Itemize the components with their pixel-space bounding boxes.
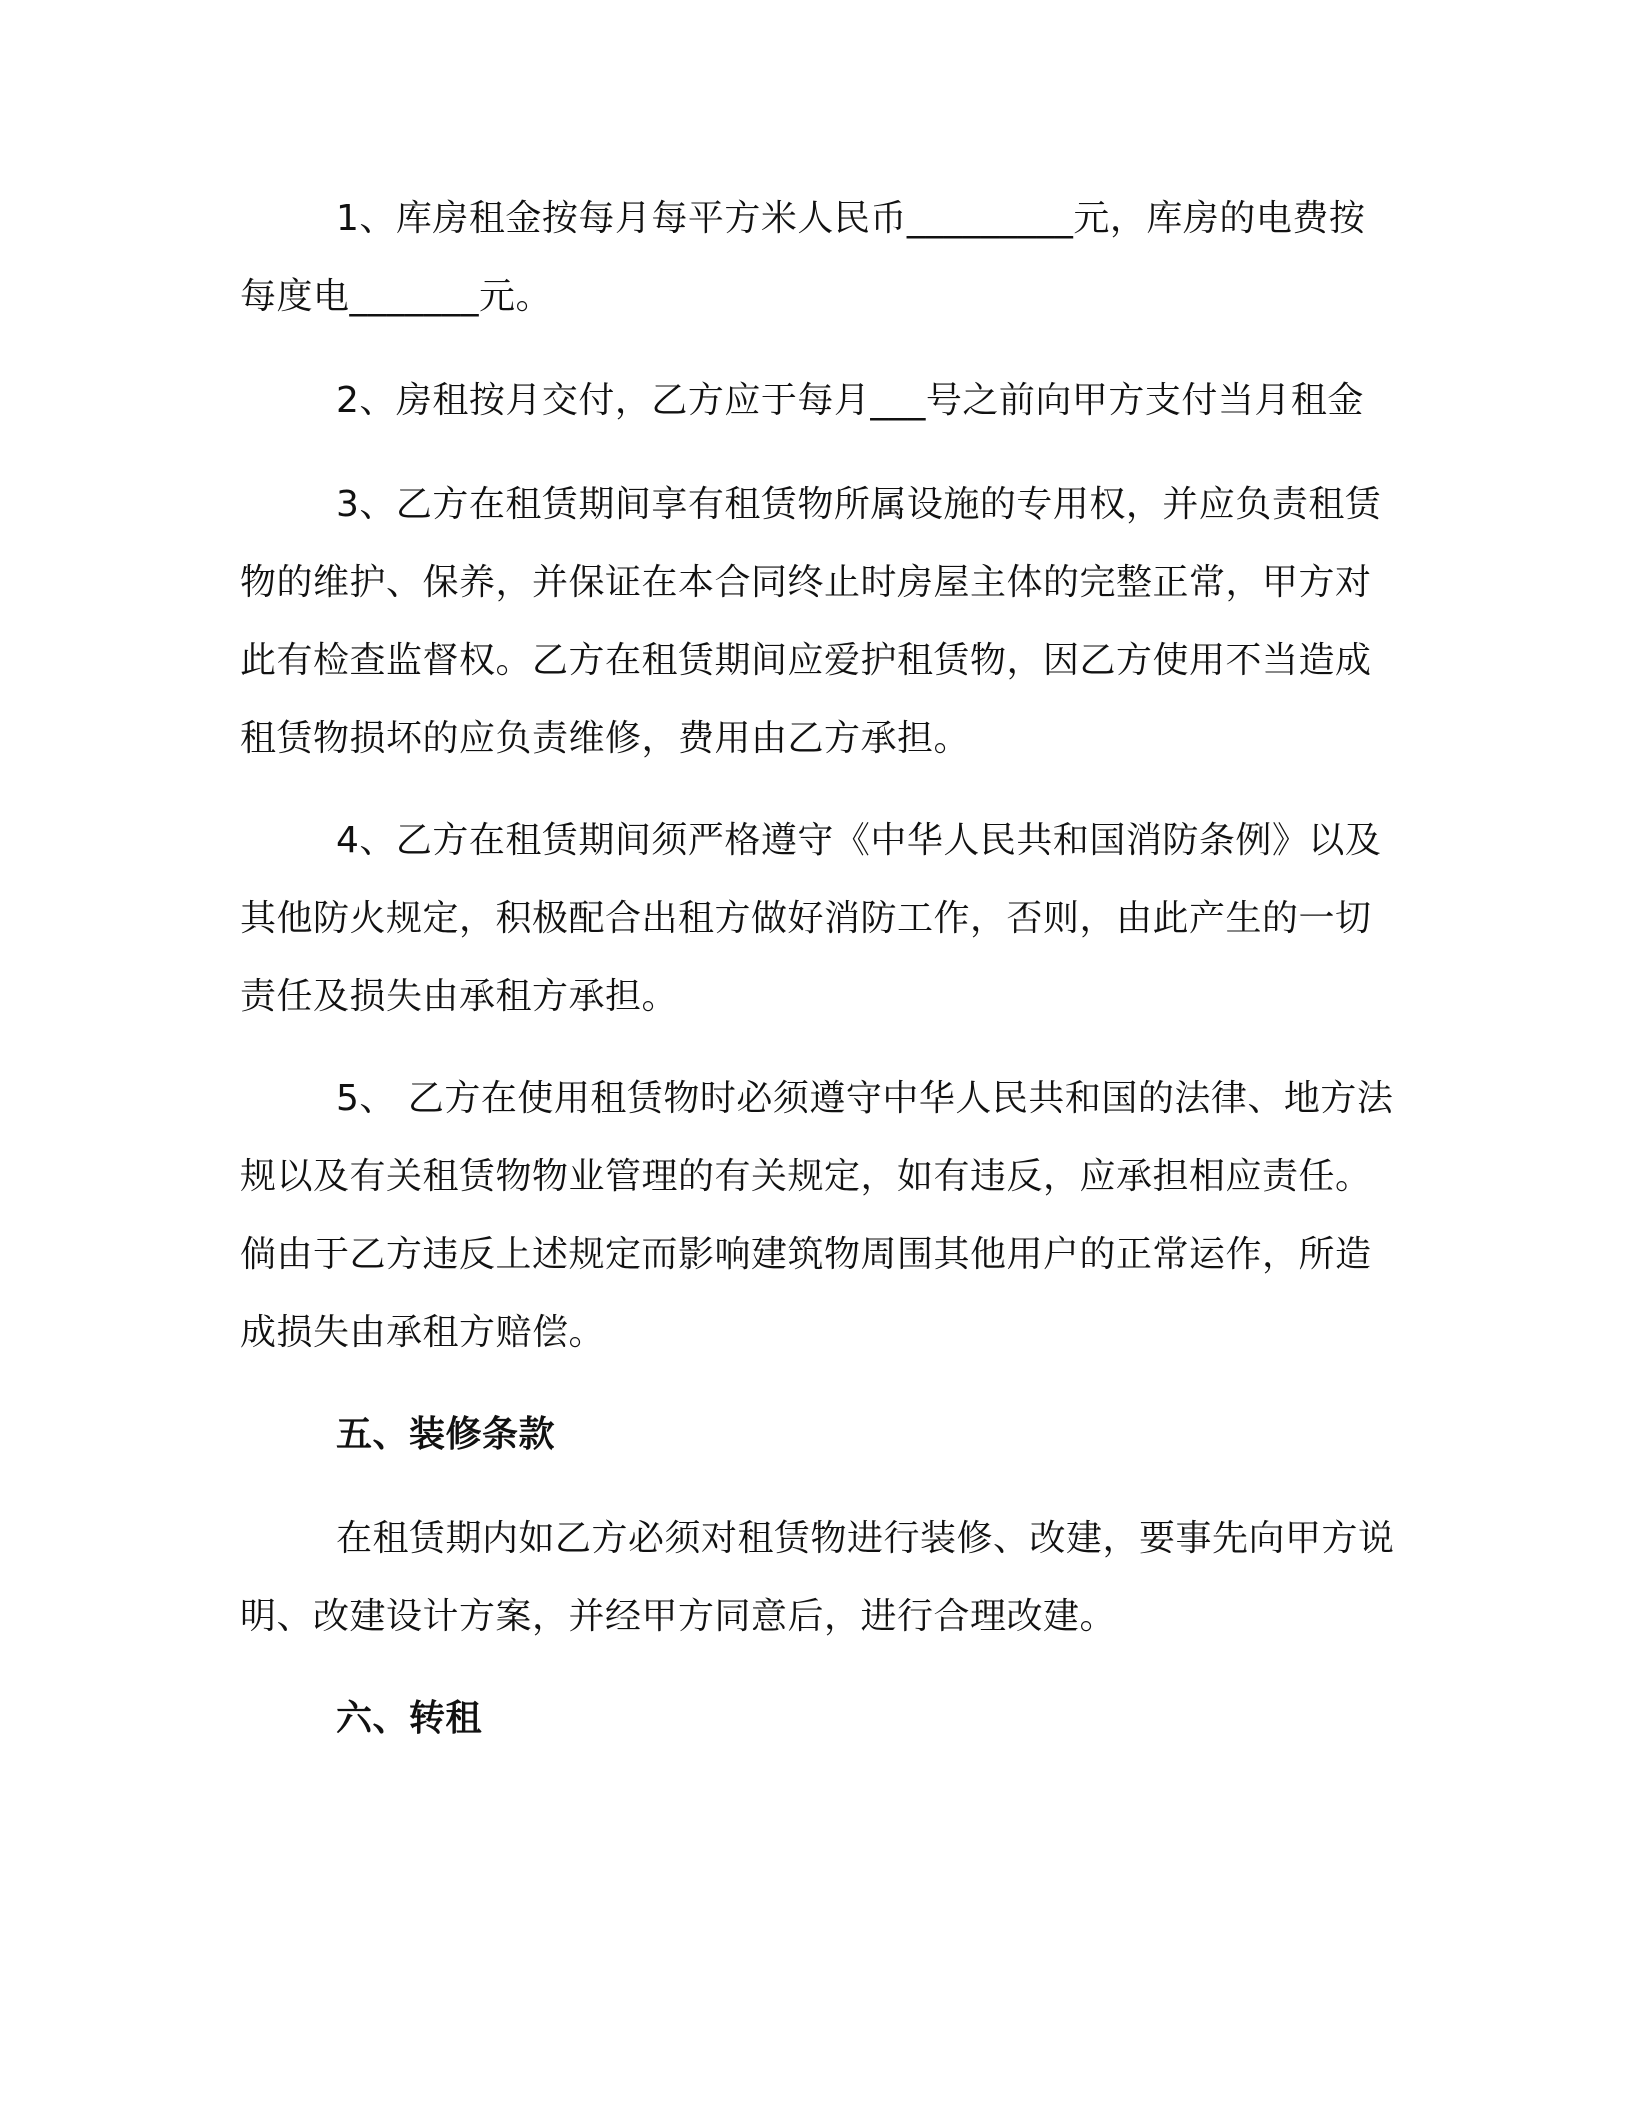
- clause-2: 2、房租按月交付，乙方应于每月___号之前向甲方支付当月租金: [336, 380, 1364, 421]
- clause-1: 1、库房租金按每月每平方米人民币_________元，库房的电费按每度电_______元。: [240, 198, 1366, 317]
- clause-3: 3、乙方在租赁期间享有租赁物所属设施的专用权，并应负责租赁物的维护、保养，并保证在本合同终止时房屋主体的完整正常，甲方对此有检查监督权。乙方在租赁期间应爱护租赁物，因乙方使用不当造成租赁物损坏的应负责维修，费用由乙方承担。: [240, 484, 1382, 759]
- document-page: [240, 0, 1395, 2112]
- section-6-heading: 六、转租: [336, 1698, 483, 1739]
- clause-4: 4、乙方在租赁期间须严格遵守《中华人民共和国消防条例》以及其他防火规定，积极配合出租方做好消防工作，否则，由此产生的一切责任及损失由承租方承担。: [240, 820, 1382, 1017]
- section-5-body: 在租赁期内如乙方必须对租赁物进行装修、改建，要事先向甲方说明、改建设计方案，并经甲方同意后，进行合理改建。: [240, 1518, 1395, 1637]
- clause-5: 5、 乙方在使用租赁物时必须遵守中华人民共和国的法律、地方法规以及有关租赁物物业管理的有关规定，如有违反，应承担相应责任。倘由于乙方违反上述规定而影响建筑物周围其他用户的正常运作，所造成损失由承租方赔偿。: [240, 1078, 1394, 1353]
- section-5-heading: 五、装修条款: [336, 1414, 556, 1455]
